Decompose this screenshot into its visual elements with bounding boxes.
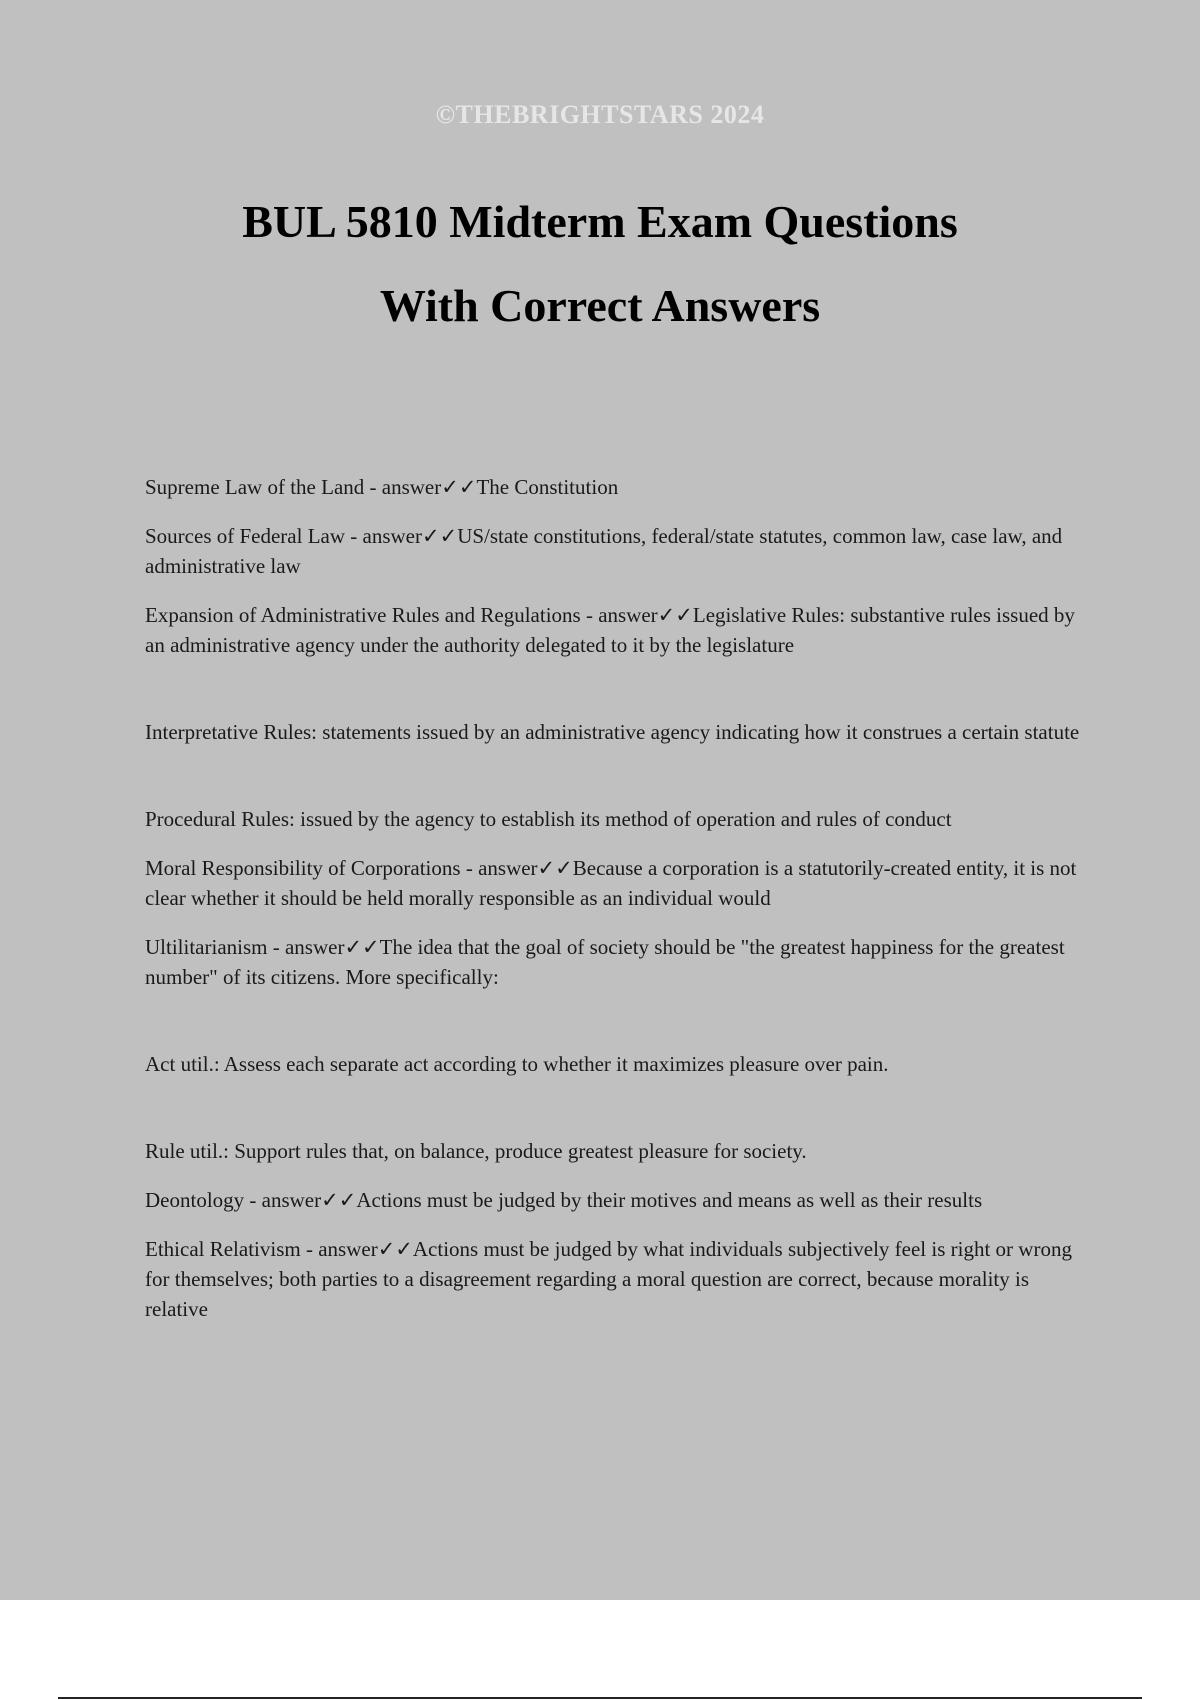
qa-entry [145, 853, 1090, 913]
qa-entry [145, 932, 1090, 992]
answer-separator: - answer [364, 475, 442, 499]
answer-separator: - answer [300, 1237, 378, 1261]
answer-separator: - answer [345, 524, 422, 548]
answer-separator: - answer [244, 1188, 322, 1212]
entry-term: Deontology [145, 1188, 245, 1212]
page-title [100, 180, 1100, 348]
qa-entry [145, 472, 1090, 502]
footer-divider [58, 1697, 1142, 1699]
checkmark-icon: ✓✓ [441, 475, 477, 499]
qa-entry [145, 600, 1090, 660]
checkmark-icon: ✓✓ [377, 1237, 413, 1261]
entry-answer: Actions must be judged by their motives and means as well as their results [356, 1188, 983, 1212]
answer-separator: - answer [267, 935, 345, 959]
qa-continuation: Rule util.: Support rules that, on balance, produce greatest pleasure for society. [145, 1139, 807, 1163]
entry-term: Sources of Federal Law [145, 524, 346, 548]
answer-separator: - answer [460, 856, 538, 880]
entry-answer: Actions must be judged by what individuals subjectively feel is right or wrong for themselves; both parties to a disagreement regarding a moral question are correct, because morality is relative [145, 1237, 1072, 1321]
answer-separator: - answer [580, 603, 658, 627]
title-line-2: With Correct Answers [379, 280, 821, 331]
qa-entry [145, 1185, 1090, 1215]
qa-list [145, 472, 1090, 1343]
checkmark-icon: ✓✓ [344, 935, 380, 959]
qa-continuation: Interpretative Rules: statements issued by an administrative agency indicating how it construes a certain statute [145, 720, 1080, 744]
entry-answer: The Constitution [476, 475, 619, 499]
entry-answer: Because a corporation is a statutorily-created entity, it is not clear whether it should be held morally responsible as an individual would [145, 856, 1077, 910]
watermark: ©THEBRIGHTSTARS 2024 [435, 100, 765, 129]
entry-answer: Legislative Rules: substantive rules issued by an administrative agency under the authority delegated to it by the legislature [145, 603, 1075, 657]
title-line-1: BUL 5810 Midterm Exam Questions [242, 196, 958, 247]
qa-entry [145, 521, 1090, 581]
entry-term: Ethical Relativism [145, 1237, 301, 1261]
qa-continuation: Procedural Rules: issued by the agency to establish its method of operation and rules of conduct [145, 807, 952, 831]
qa-entry [145, 1234, 1090, 1324]
entry-answer: The idea that the goal of society should be "the greatest happiness for the greatest number" of its citizens. More specifically: [145, 935, 1065, 989]
checkmark-icon: ✓✓ [421, 524, 458, 548]
entry-term: Moral Responsibility of Corporations [145, 856, 461, 880]
entry-term: Supreme Law of the Land [145, 475, 365, 499]
entry-term: Ultilitarianism [145, 935, 268, 959]
checkmark-icon: ✓✓ [537, 856, 573, 880]
checkmark-icon: ✓✓ [321, 1188, 357, 1212]
entry-answer: US/state constitutions, federal/state statutes, common law, case law, and administrative law [145, 524, 1063, 578]
qa-continuation: Act util.: Assess each separate act according to whether it maximizes pleasure over pain. [145, 1052, 889, 1076]
entry-term: Expansion of Administrative Rules and Regulations [145, 603, 581, 627]
checkmark-icon: ✓✓ [657, 603, 693, 627]
